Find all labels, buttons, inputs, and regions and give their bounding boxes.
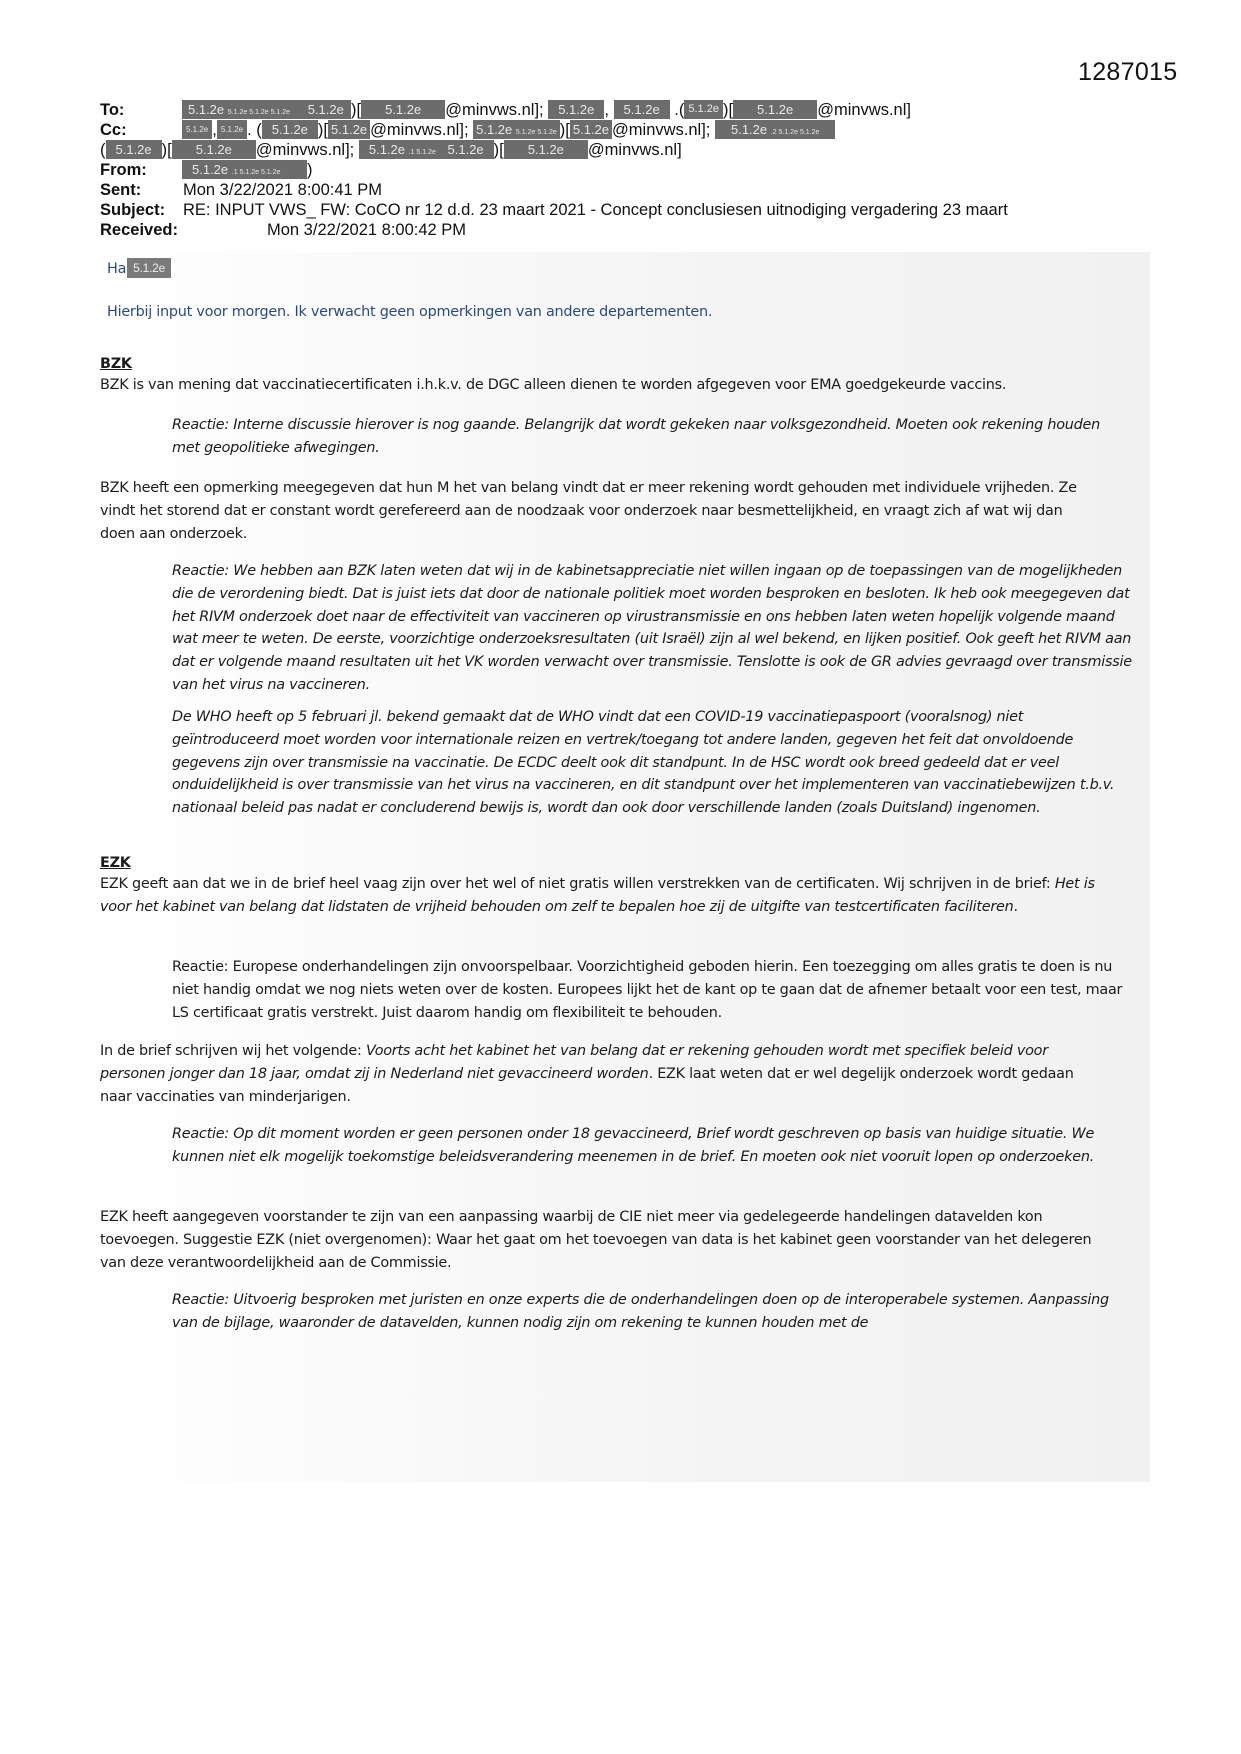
- redaction-box: 5.1.2e: [217, 120, 247, 139]
- from-label: From:: [100, 161, 147, 179]
- subject-row: [100, 200, 1160, 220]
- redaction-box: 5.1.2e: [262, 120, 318, 139]
- document-number: 1287015: [1078, 58, 1178, 86]
- received-row: [100, 220, 1160, 240]
- intro-line: Hierbij input voor morgen. Ik verwacht geen opmerkingen van andere departementen.: [107, 304, 713, 320]
- redaction-box: 5.1.2e: [614, 100, 670, 119]
- ezk-paragraph-3: EZK heeft aangegeven voorstander te zijn van een aanpassing waarbij de CIE niet meer via gedelegeerde handelingen datavelden kon toevoegen. Suggestie EZK (niet overgenomen): Waar het gaat om het toevoegen van data is het kabinet geen voorstander van het delegeren van deze verantwoordelijkheid aan de Commissie.: [100, 1209, 1092, 1271]
- redaction-box: 5.1.2e: [106, 140, 162, 159]
- ezk-paragraph-2: In de brief schrijven wij het volgende: Voorts acht het kabinet het van belang dat er rekening gehouden wordt met specifiek beleid voor personen jonger dan 18 jaar, omdat zij in Nederland niet gevaccineerd worden. EZK laat weten dat er wel degelijk onderzoek wordt gedaan naar vaccinaties van minderjarigen.: [100, 1043, 1074, 1105]
- section-title-ezk: EZK: [100, 855, 131, 871]
- redaction-box: 5.1.2e: [361, 100, 445, 119]
- greeting: Ha 5.1.2e: [107, 258, 1167, 281]
- cc-row: [100, 120, 1160, 140]
- redaction-box: 5.1.2e: [733, 100, 817, 119]
- redaction-box: 5.1.2e 5.1.2e 5.1.2e 5.1.2e 5.1.2e: [182, 100, 351, 119]
- redaction-box: 5.1.2e .1 5.1.2e 5.1.2e: [359, 140, 494, 159]
- redaction-box: 5.1.2e: [548, 100, 604, 119]
- bzk-paragraph-2: BZK heeft een opmerking meegegeven dat hun M het van belang vindt dat er meer rekening wordt gehouden met individuele vrijheden. Ze vindt het storend dat er constant wordt gerefereerd aan de noodzaak voor onderzoek naar besmettelijkheid, en vraagt zich af wat wij dan doen aan onderzoek.: [100, 480, 1077, 542]
- email-header: [100, 100, 1160, 240]
- bzk-reaction-1: Reactie: Interne discussie hierover is nog gaande. Belangrijk dat wordt gekeken naar volksgezondheid. Moeten ook rekening houden met geopolitieke afwegingen.: [172, 417, 1100, 456]
- to-recipients: 5.1.2e 5.1.2e 5.1.2e 5.1.2e 5.1.2e )[ 5.1.2e @minvws.nl]; 5.1.2e , 5.1.2e .( 5.1.2e )[ 5.1.2e @minvws.nl]: [182, 100, 911, 120]
- redaction-box: 5.1.2e: [127, 258, 171, 278]
- bzk-reaction-2: Reactie: We hebben aan BZK laten weten dat wij in de kabinetsappreciatie niet willen ingaan op de toepassingen van de mogelijkheden die de verordening biedt. Dat is juist iets dat door de nationale politiek moet worden besproken en besloten. Ik heb ook meegegeven dat het RIVM onderzoek doet naar de effectiviteit van vaccineren op virustransmissie en ons hebben laten weten hopelijk volgende maand wat meer te weten. De eerste, voorzichtige onderzoeksresultaten (uit Israël) zijn al wel bekend, en lijken positief. Ook geeft het RIVM aan dat er volgende maand resultaten uit het VK worden verwacht over transmissie. Tenslotte is ook de GR advies gevraagd over transmissie van het virus na vaccineren.: [172, 563, 1132, 693]
- ezk-paragraph-1: EZK geeft aan dat we in de brief heel vaag zijn over het wel of niet gratis willen verstrekken van de certificaten. Wij schrijven in de brief: Het is voor het kabinet van belang dat lidstaten de vrijheid behouden om zelf te bepalen hoe zij de uitgifte van testcertificaten faciliteren.: [100, 876, 1095, 915]
- bzk-reaction-3: De WHO heeft op 5 februari jl. bekend gemaakt dat de WHO vindt dat een COVID-19 vaccinatiepaspoort (vooralsnog) niet geïntroduceerd moet worden voor internationale reizen en vertrek/toegang tot andere landen, gegeven het feit dat onvoldoende gegevens zijn over transmissie na vaccinatie. De ECDC deelt ook dit standpunt. In de HSC wordt ook breed gedeeld dat er veel onduidelijkheid is over transmissie van het virus na vaccineren, en dit standpunt over het implementeren van vaccinatiebewijzen t.b.v. nationaal beleid pas nadat er concluderend bewijs is, wordt dan ook door verschillende landen (zoals Duitsland) ingenomen.: [172, 709, 1115, 817]
- ezk-reaction-2: Reactie: Op dit moment worden er geen personen onder 18 gevaccineerd, Brief wordt geschreven op basis van huidige situatie. We kunnen niet elk mogelijk toekomstige beleidsverandering meenemen in de brief. En moeten ook niet vooruit lopen op onderzoeken.: [172, 1126, 1095, 1165]
- to-label: To:: [100, 101, 125, 119]
- email-body: [92, 252, 1150, 1482]
- received-label: Received:: [100, 221, 178, 239]
- ezk-reaction-3: Reactie: Uitvoerig besproken met juristen en onze experts die de onderhandelingen doen op de interoperabele systemen. Aanpassing van de bijlage, waaronder de datavelden, kunnen nodig zijn om rekening te kunnen houden met de: [172, 1292, 1109, 1331]
- to-row: [100, 100, 1160, 120]
- cc-row-continued: [100, 140, 1160, 160]
- redaction-box: 5.1.2e: [182, 120, 212, 139]
- from-sender: 5.1.2e .1 5.1.2e 5.1.2e ): [182, 160, 313, 180]
- section-title-bzk: BZK: [100, 356, 132, 372]
- redaction-box: 5.1.2e: [328, 120, 370, 139]
- redaction-box: 5.1.2e 5.1.2e 5.1.2e: [473, 120, 560, 139]
- cc-label: Cc:: [100, 121, 127, 139]
- redaction-box: 5.1.2e .2 5.1.2e 5.1.2e: [715, 120, 835, 139]
- subject-value: RE: INPUT VWS_ FW: CoCO nr 12 d.d. 23 maart 2021 - Concept conclusiesen uitnodiging vergadering 23 maart: [183, 201, 1008, 219]
- from-row: [100, 160, 1160, 180]
- bzk-paragraph-1: BZK is van mening dat vaccinatiecertificaten i.h.k.v. de DGC alleen dienen te worden afgegeven voor EMA goedgekeurde vaccins.: [100, 377, 1007, 393]
- redaction-box: 5.1.2e: [684, 100, 723, 119]
- redaction-box: 5.1.2e: [172, 140, 256, 159]
- received-value: Mon 3/22/2021 8:00:42 PM: [267, 221, 467, 239]
- redaction-box: 5.1.2e: [570, 120, 612, 139]
- redaction-box: 5.1.2e: [504, 140, 588, 159]
- redaction-box: 5.1.2e .1 5.1.2e 5.1.2e: [182, 160, 307, 179]
- cc-recipients: 5.1.2e , 5.1.2e . ( 5.1.2e )[ 5.1.2e @minvws.nl]; 5.1.2e 5.1.2e 5.1.2e )[ 5.1.2e @minvws.nl]; 5.1.2e .2 5.1.2e 5.1.2e: [182, 120, 835, 140]
- sent-row: [100, 180, 1160, 200]
- subject-label: Subject:: [100, 201, 166, 219]
- cc-recipients-continued: ( 5.1.2e )[ 5.1.2e @minvws.nl]; 5.1.2e .1 5.1.2e 5.1.2e )[ 5.1.2e @minvws.nl]: [100, 141, 682, 159]
- ezk-reaction-1: Reactie: Europese onderhandelingen zijn onvoorspelbaar. Voorzichtigheid geboden hierin. Een toezegging om alles gratis te doen is nu niet handig omdat we nog niets weten over de kosten. Europees lijkt het de kant op te gaan dat de afnemer betaalt voor een test, maar LS certificaat gratis verstrekt. Juist daarom handig om flexibiliteit te behouden.: [172, 959, 1123, 1021]
- sent-label: Sent:: [100, 181, 142, 199]
- sent-value: Mon 3/22/2021 8:00:41 PM: [183, 181, 383, 199]
